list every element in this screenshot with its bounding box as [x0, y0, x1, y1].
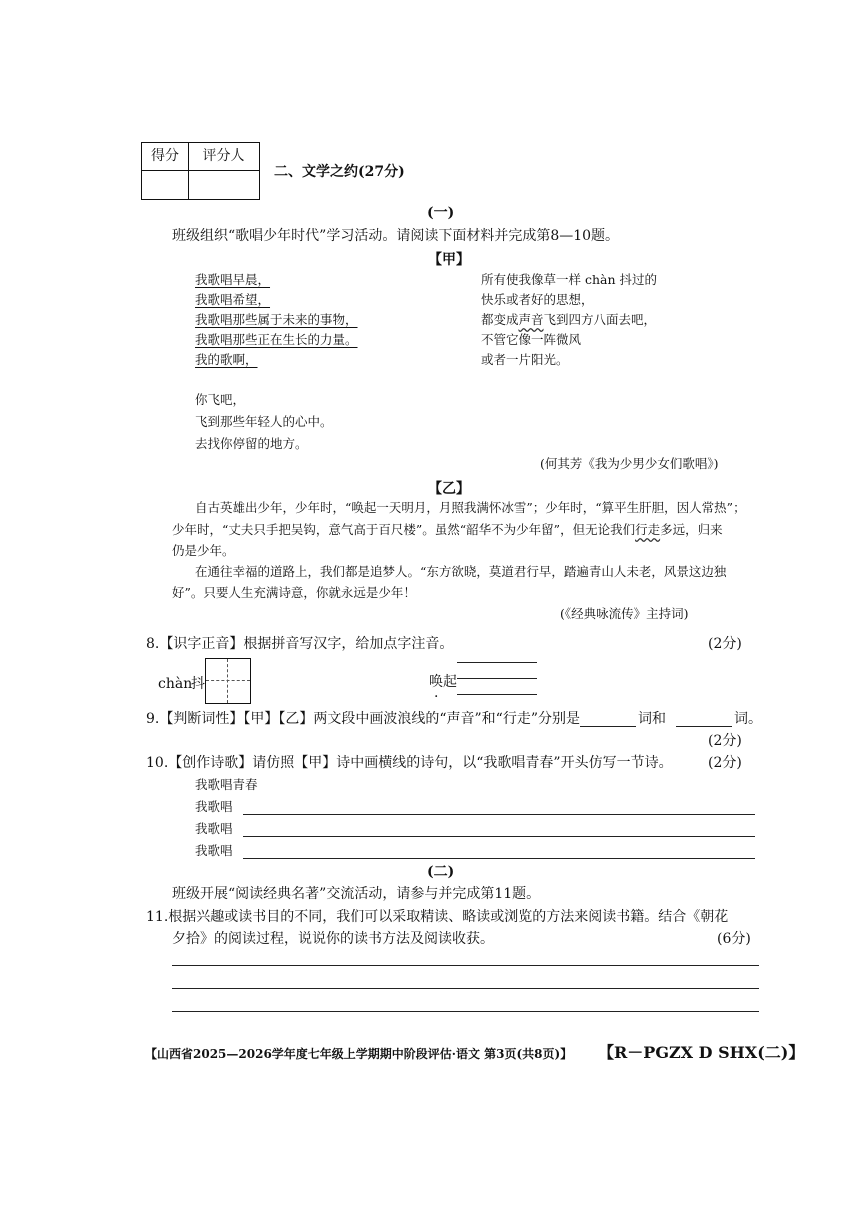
q10-answer-line[interactable]: [243, 836, 755, 837]
q11-line2: 夕拾》的阅读过程，说说你的读书方法及阅读收获。: [172, 931, 494, 947]
yi-text-line: 自古英雄出少年，少年时，“唤起一天明月，月照我满怀冰雪”；少年时，“算平生肝胆，因人常热”；: [195, 500, 746, 515]
wavy-word-shengyin: 声音: [518, 312, 544, 327]
wavy-word-xingzou: 行走: [635, 522, 661, 537]
poem-line: 所有使我像草一样 chàn 抖过的: [481, 272, 658, 287]
yi-label: 【乙】: [428, 481, 470, 497]
footer-left: 【山西省2025—2026学年度七年级上学期期中阶段评估·语文 第3页(共8页)】: [145, 1047, 573, 1061]
poem-line: 不管它像一阵微风: [481, 332, 582, 347]
jia-source: (何其芳《我为少男少女们歌唱》): [540, 456, 719, 471]
q9-text-a: 9.【判断词性】【甲】【乙】两文段中画波浪线的“声音”和“行走”分别是: [146, 711, 580, 727]
yi-text-line: 仍是少年。: [172, 543, 235, 558]
poem-left-block: [195, 270, 358, 370]
poem-line: 或者一片阳光。: [481, 352, 569, 367]
grader-input-cell[interactable]: [188, 171, 259, 199]
footer-right: 【R－PGZX D SHX(二)】: [598, 1043, 805, 1062]
q10-answer-line[interactable]: [243, 858, 755, 859]
q8-answer-line[interactable]: [457, 678, 537, 679]
q10-score: (2分): [708, 755, 742, 771]
q10-text: 10.【创作诗歌】请仿照【甲】诗中画横线的诗句，以“我歌唱青春”开头仿写一节诗。: [146, 755, 673, 771]
poem-right-block: [481, 270, 657, 370]
q8-text: 8.【识字正音】根据拼音写汉字，给加点字注音。: [146, 636, 454, 652]
poem-line: 我歌唱那些正在生长的力量。: [195, 332, 358, 347]
q9-blank-1[interactable]: [580, 726, 636, 727]
yi-text-line: 在通往幸福的道路上，我们都是追梦人。“东方欲晓，莫道君行早，踏遍青山人未老，风景这边独: [195, 564, 727, 579]
score-box: [141, 142, 260, 200]
jia-label: 【甲】: [428, 252, 470, 268]
q8-score: (2分): [708, 636, 742, 652]
poem-line: 我歌唱早晨，: [195, 272, 271, 287]
q11-line1: 11.根据兴趣或读书目的不同，我们可以采取精读、略读或浏览的方法来阅读书籍。结合《朝花: [146, 909, 729, 925]
part2-heading: (二): [427, 864, 455, 880]
poem-bottom-block: [195, 389, 333, 455]
q9-blank-2[interactable]: [676, 726, 732, 727]
q11-answer-line[interactable]: [172, 965, 759, 966]
q8-answer-line[interactable]: [457, 694, 537, 695]
poem-line: 飞到那些年轻人的心中。: [195, 414, 333, 429]
yi-source: (《经典咏流传》主持词): [560, 606, 689, 621]
q11-answer-line[interactable]: [172, 988, 759, 989]
poem-line: 我的歌啊，: [195, 352, 258, 367]
part1-heading: (一): [427, 205, 455, 221]
emphasis-dot: ·: [434, 689, 439, 705]
poem-line: 我歌唱那些属于未来的事物，: [195, 312, 358, 327]
q11-answer-line[interactable]: [172, 1011, 759, 1012]
score-label: 得分: [142, 143, 189, 171]
poem-line: 我歌唱希望，: [195, 292, 271, 307]
q8-char: 抖: [191, 676, 205, 692]
score-input-cell[interactable]: [142, 171, 189, 199]
yi-text-line: 少年时，“丈夫只手把吴钩，意气高于百尺楼”。虽然“韶华不为少年留”，但无论我们行走多远，归来: [172, 522, 723, 537]
q10-prompt: 我歌唱: [195, 799, 233, 814]
q9-score: (2分): [708, 733, 742, 749]
yi-text-line: 好”。只要人生充满诗意，你就永远是少年！: [172, 585, 416, 600]
q10-prompt: 我歌唱: [195, 821, 233, 836]
part2-intro: 班级开展“阅读经典名著”交流活动，请参与并完成第11题。: [172, 886, 541, 902]
poem-line: 去找你停留的地方。: [195, 436, 308, 451]
q8-answer-line[interactable]: [457, 662, 537, 663]
q9-text-b: 词和: [638, 711, 666, 727]
part1-intro: 班级组织“歌唱少年时代”学习活动。请阅读下面材料并完成第8—10题。: [172, 228, 620, 244]
tianzige-answer-box[interactable]: [205, 658, 251, 704]
grader-label: 评分人: [188, 143, 259, 171]
q10-first-line: 我歌唱青春: [195, 777, 258, 792]
poem-line: 快乐或者好的思想，: [481, 292, 594, 307]
poem-line: 都变成声音飞到四方八面去吧，: [481, 312, 657, 327]
q10-answer-line[interactable]: [243, 814, 755, 815]
poem-line: 你飞吧，: [195, 392, 246, 407]
q10-prompt: 我歌唱: [195, 843, 233, 858]
q8-word: 唤起: [429, 674, 457, 690]
q8-pinyin: chàn: [158, 676, 193, 692]
q11-score: (6分): [717, 931, 751, 947]
section-title: 二、文学之约(27分): [274, 164, 405, 180]
q9-text-c: 词。: [734, 711, 762, 727]
